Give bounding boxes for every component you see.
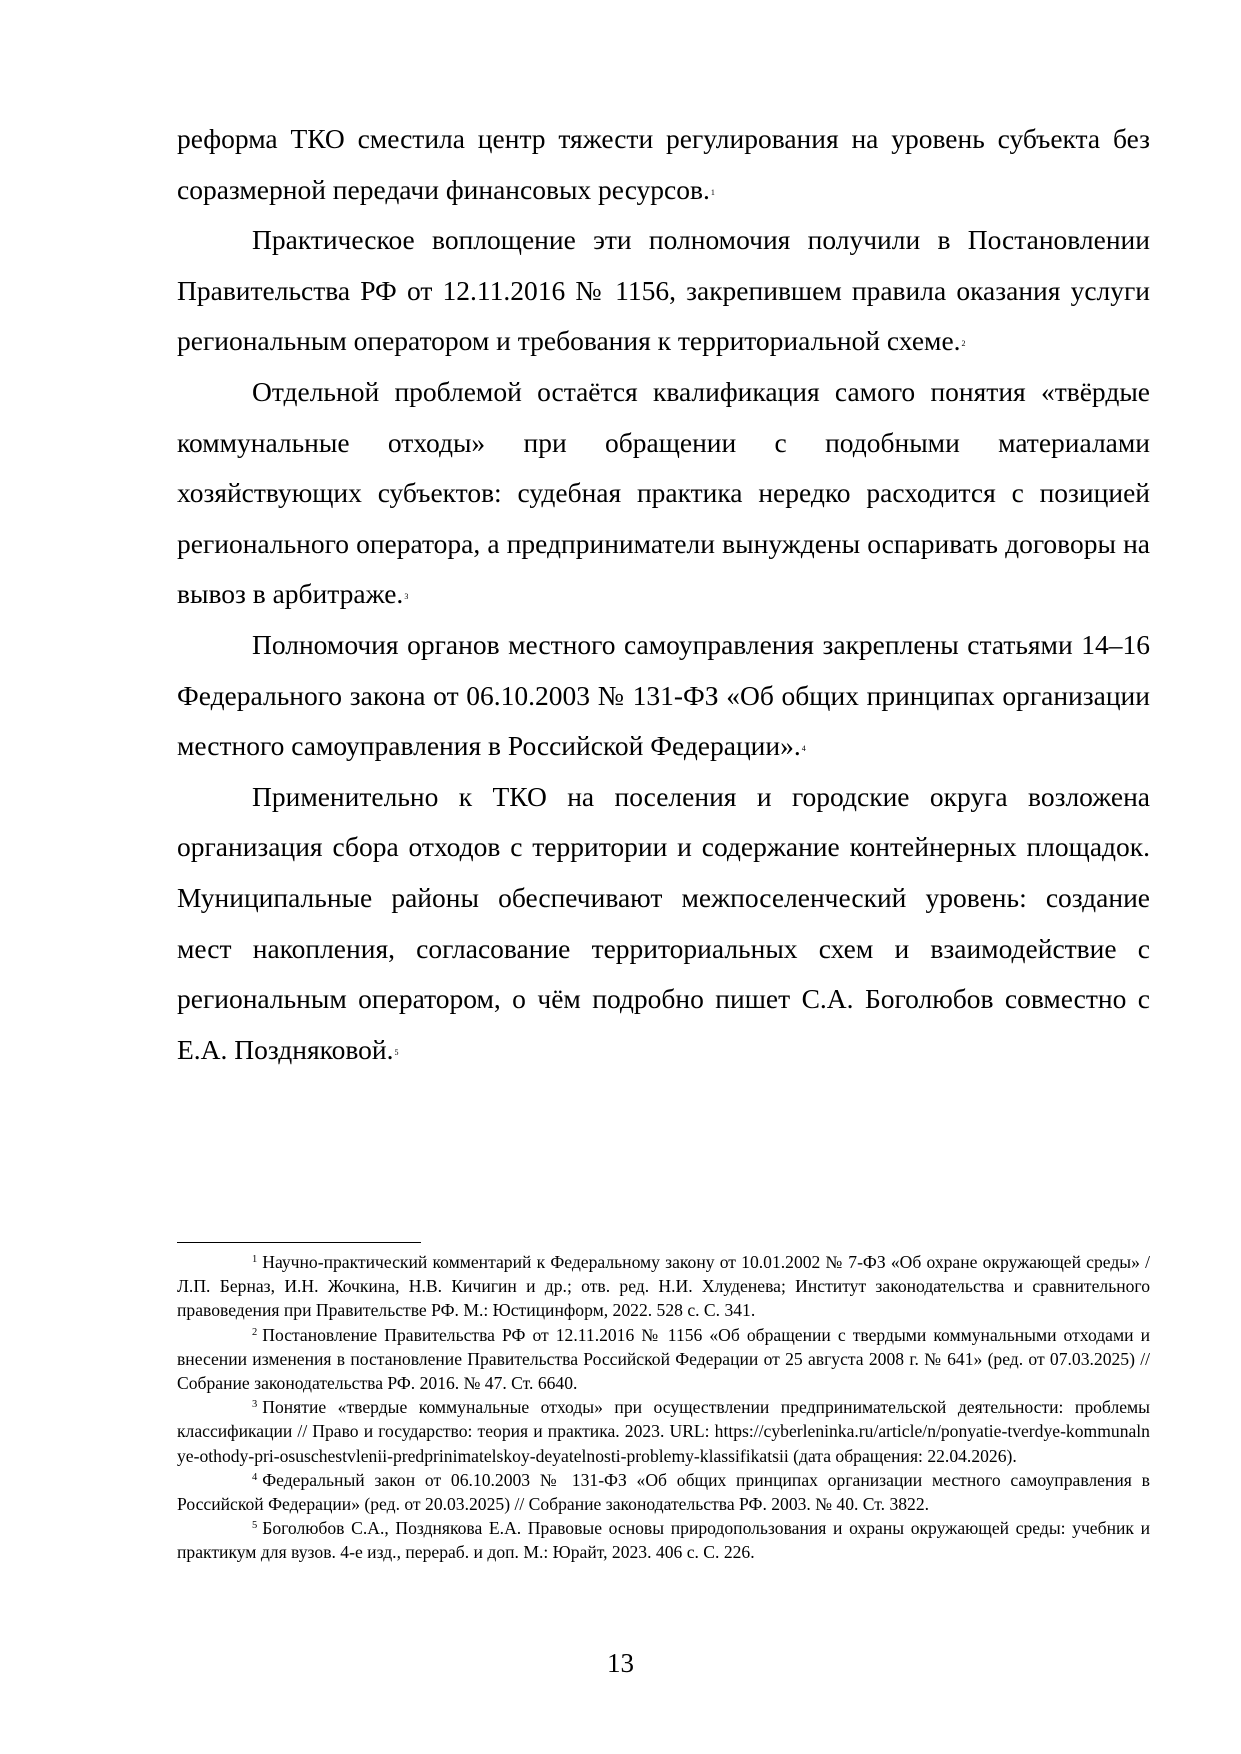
footnotes	[177, 1250, 1150, 1565]
footnote-number: 3	[252, 1399, 258, 1411]
page-number: 13	[607, 1648, 634, 1678]
footnote-1	[177, 1250, 1150, 1323]
paragraph-text: Практическое воплощение эти полномочия получили в Постановлении Правительства РФ от 12.11.2016 № 1156, закрепившем правила оказания услуги региональным оператором и требования к территориальной схеме.	[177, 224, 1150, 357]
footnote-text-tail: (дата обращения: 22.04.2026).	[793, 1445, 1017, 1466]
footnote-reference[interactable]: 4	[801, 744, 806, 754]
footnote-reference[interactable]: 5	[394, 1047, 399, 1057]
footnote-4	[177, 1468, 1150, 1516]
footnote-text: Постановление Правительства РФ от 12.11.2016 № 1156 «Об обращении с твердыми коммунальными отходами и внесении изменения в постановление Правительства Российской Федерации от 25 августа 2008 г. № 641» (ред. от 07.03.2025) // Собрание законодательства РФ. 2016. № 47. Ст. 6640.	[177, 1324, 1150, 1394]
footnote-text: Научно-практический комментарий к Федеральному закону от 10.01.2002 № 7-ФЗ «Об охране окружающей среды» / Л.П. Берназ, И.Н. Жочкина, Н.В. Кичигин и др.; отв. ред. Н.И. Хлуденева; Институт законодательства и сравнительного правоведения при Правительстве РФ. М.: Юстицинформ, 2022. 528 с. С. 341.	[177, 1252, 1150, 1321]
footnote-text: Боголюбов С.А., Позднякова Е.А. Правовые основы природопользования и охраны окружающей среды: учебник и практикум для вузов. 4-е изд., перераб. и доп. М.: Юрайт, 2023. 406 с. С. 226.	[177, 1518, 1150, 1563]
paragraph-text: Отдельной проблемой остаётся квалификация самого понятия «твёрдые коммунальные отходы» при обращении с подобными материалами хозяйствующих субъектов: судебная практика нередко расходится с позицией регионального оператора, а предприниматели вынуждены оспаривать договоры на вывоз в арбитраже.	[177, 375, 1150, 610]
footnote-text: Понятие «твердые коммунальные отходы» при осуществлении предпринимательской деятельности: проблемы классификации // Право и государство: теория и практика. 2023. URL:	[177, 1397, 1150, 1442]
paragraph-text: Полномочия органов местного самоуправления закреплены статьями 14–16 Федерального закона от 06.10.2003 № 131-ФЗ «Об общих принципах организации местного самоуправления в Российской Федерации».	[177, 628, 1150, 762]
footnote-reference[interactable]: 2	[961, 339, 966, 349]
paragraph-1	[177, 114, 1150, 215]
paragraph-3	[177, 367, 1150, 620]
footnote-number: 5	[252, 1520, 258, 1532]
footnote-reference[interactable]: 1	[710, 187, 715, 197]
main-text	[177, 114, 1150, 1075]
footnote-separator	[177, 1242, 421, 1243]
paragraph-4	[177, 620, 1150, 772]
footnote-text: Федеральный закон от 06.10.2003 № 131-ФЗ «Об общих принципах организации местного самоуправления в Российской Федерации» (ред. от 20.03.2025) // Собрание законодательства РФ. 2003. № 40. Ст. 3822.	[177, 1469, 1150, 1515]
paragraph-text: реформа ТКО сместила центр тяжести регулирования на уровень субъекта без соразмерной передачи финансовых ресурсов.	[177, 123, 1150, 205]
paragraph-text: Применительно к ТКО на поселения и городские округа возложена организация сбора отходов с территории и содержание контейнерных площадок. Муниципальные районы обеспечивают межпоселенческий уровень: создание мест накопления, согласование территориальных схем и взаимодействие с региональным оператором, о чём подробно пишет С.А. Боголюбов совместно с Е.А. Поздняковой.	[177, 780, 1150, 1065]
footnote-number: 2	[252, 1326, 258, 1338]
footnote-reference[interactable]: 3	[404, 592, 409, 602]
footnote-number: 4	[252, 1471, 258, 1483]
footnote-3	[177, 1395, 1150, 1468]
footnote-url-link[interactable]: https://cyberleninka.ru/article/n/ponyatie-tverdye-kommunalnye-othody-pri-osuschestvlenii-predprinimatelskoy-deyatelnosti-problemy-klassifikatsii	[177, 1421, 1150, 1466]
footnote-2	[177, 1323, 1150, 1396]
paragraph-2	[177, 215, 1150, 367]
footnote-5	[177, 1516, 1150, 1564]
footnote-number: 1	[252, 1254, 258, 1265]
paragraph-5	[177, 772, 1150, 1076]
